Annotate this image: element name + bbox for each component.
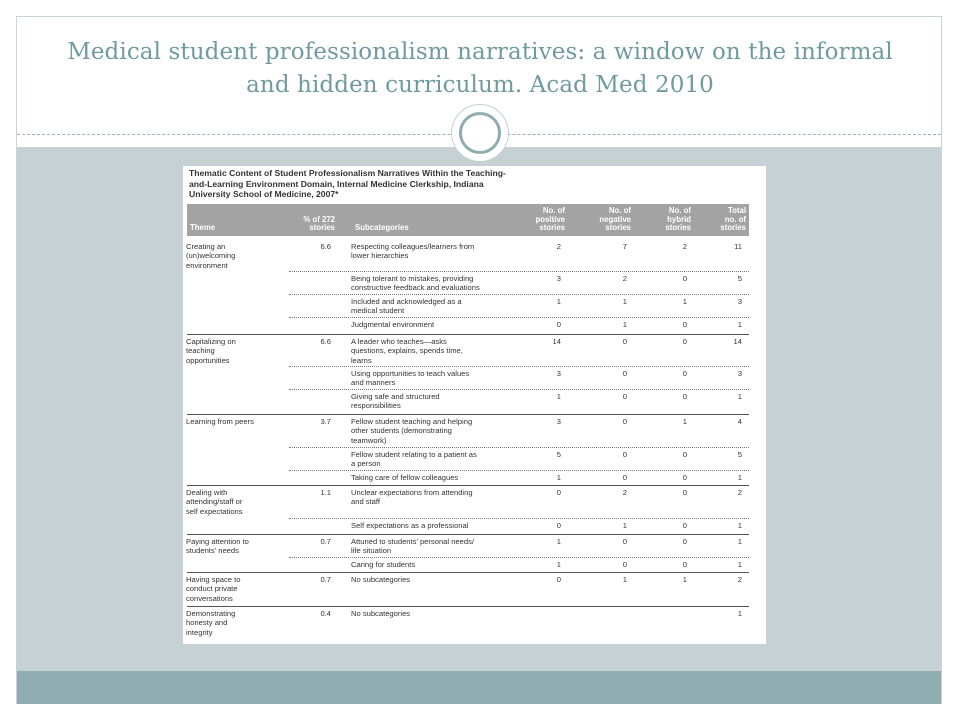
table-cell-sub: No subcategories — [351, 575, 411, 584]
table-cell-tot: 1 — [737, 560, 742, 569]
header-total: Total no. of stories — [720, 206, 746, 233]
table-cell-hyb: 0 — [682, 450, 687, 459]
table-cell-hyb: 1 — [682, 575, 687, 584]
table-cell-tot: 1 — [737, 537, 742, 546]
table-cell-pct: 6.6 — [320, 337, 331, 346]
table-cell-sub: Using opportunities to teach values and manners — [351, 369, 470, 388]
table-cell-neg: 0 — [622, 537, 627, 546]
table-cell-sub: Unclear expectations from attending and staff — [351, 488, 473, 507]
table-cell-neg: 0 — [622, 473, 627, 482]
table-cell-tot: 11 — [734, 242, 742, 251]
table-cell-pos: 1 — [556, 537, 561, 546]
table-cell-hyb: 0 — [682, 369, 687, 378]
table-cell-pos: 0 — [556, 320, 561, 329]
table-cell-neg: 1 — [622, 320, 627, 329]
table-cell-sub: Giving safe and structured responsibilities — [351, 392, 440, 411]
table-cell-hyb: 0 — [682, 560, 687, 569]
table-cell-neg: 1 — [622, 521, 627, 530]
table-cell-sub: Fellow student teaching and helping other students (demonstrating teamwork) — [351, 417, 473, 445]
table-cell-tot: 1 — [737, 521, 742, 530]
table-cell-theme: Dealing with attending/staff or self expectations — [186, 488, 243, 516]
table-cell-sub: Being tolerant to mistakes, providing constructive feedback and evaluations — [351, 274, 480, 293]
table-cell-sub: A leader who teaches—asks questions, explains, spends time, learns — [351, 337, 463, 365]
header-theme: Theme — [190, 223, 216, 233]
table-cell-pos: 5 — [556, 450, 561, 459]
row-divider — [289, 317, 749, 318]
table-cell-sub: Self expectations as a professional — [351, 521, 469, 530]
table-cell-tot: 1 — [737, 609, 742, 618]
table-cell-hyb: 1 — [682, 297, 687, 306]
table-cell-tot: 3 — [737, 369, 742, 378]
header-negative: No. of negative stories — [599, 206, 631, 233]
table-cell-theme: Paying attention to students’ needs — [186, 537, 249, 556]
table-cell-tot: 3 — [737, 297, 742, 306]
table-cell-hyb: 0 — [682, 392, 687, 401]
table-header — [187, 204, 749, 236]
table-cell-sub: Respecting colleagues/learners from lower hierarchies — [351, 242, 475, 261]
table-cell-sub: No subcategories — [351, 609, 411, 618]
table-cell-pct: 6.6 — [320, 242, 331, 251]
table-cell-pos: 0 — [556, 488, 561, 497]
table-cell-pos: 3 — [556, 369, 561, 378]
row-divider — [289, 447, 749, 448]
header-subcategories: Subcategories — [355, 223, 409, 233]
table-cell-neg: 0 — [622, 369, 627, 378]
table-cell-neg: 0 — [622, 450, 627, 459]
row-divider — [289, 557, 749, 558]
table-cell-theme: Creating an (un)welcoming environment — [186, 242, 236, 270]
table-cell-hyb: 0 — [682, 320, 687, 329]
table-cell-tot: 1 — [737, 473, 742, 482]
table-cell-theme: Having space to conduct private conversations — [186, 575, 241, 603]
table-cell-pos: 3 — [556, 417, 561, 426]
table-title-line: University School of Medicine, 2007* — [189, 189, 339, 199]
table-title-line: and-Learning Environment Domain, Internal Medicine Clerkship, Indiana — [189, 178, 484, 189]
table-cell-pos: 2 — [556, 242, 561, 251]
table-cell-theme: Demonstrating honesty and integrity — [186, 609, 236, 637]
table-cell-neg: 0 — [622, 417, 627, 426]
table-cell-pct: 3.7 — [320, 417, 331, 426]
table-cell-tot: 4 — [737, 417, 742, 426]
circle-ornament-icon — [451, 104, 509, 162]
header-positive: No. of positive stories — [535, 206, 565, 233]
row-divider — [289, 518, 749, 519]
table-cell-sub: Included and acknowledged as a medical student — [351, 297, 462, 316]
table-cell-tot: 1 — [737, 320, 742, 329]
table-cell-hyb: 1 — [682, 417, 687, 426]
table-cell-pct: 0.7 — [320, 537, 331, 546]
table-cell-sub: Judgmental environment — [351, 320, 435, 329]
table-cell-sub: Taking care of fellow colleagues — [351, 473, 459, 482]
row-divider — [187, 334, 749, 335]
row-divider — [187, 572, 749, 573]
header-hybrid: No. of hybrid stories — [665, 206, 691, 233]
table-cell-pct: 1.1 — [320, 488, 331, 497]
table-cell-pct: 0.4 — [320, 609, 331, 618]
row-divider — [289, 389, 749, 390]
table-cell-hyb: 0 — [682, 473, 687, 482]
table-cell-neg: 1 — [622, 575, 627, 584]
row-divider — [187, 534, 749, 535]
table-cell-neg: 7 — [622, 242, 627, 251]
table-cell-pos: 0 — [556, 575, 561, 584]
table-title-line: Thematic Content of Student Professionalism Narratives Within the Teaching- — [189, 168, 506, 178]
row-divider — [289, 294, 749, 295]
table-cell-theme: Learning from peers — [186, 417, 254, 426]
slide-title-line2: and hidden curriculum. Acad Med 2010 — [246, 72, 714, 98]
row-divider — [187, 606, 749, 607]
table-cell-neg: 0 — [622, 392, 627, 401]
table-cell-sub: Attuned to students’ personal needs/ life situation — [351, 537, 474, 556]
table-cell-pos: 0 — [556, 521, 561, 530]
table-cell-tot: 2 — [737, 575, 742, 584]
slide-title — [17, 36, 943, 102]
table-cell-pct: 0.7 — [320, 575, 331, 584]
table-cell-hyb: 0 — [682, 488, 687, 497]
row-divider — [289, 271, 749, 272]
table-image — [183, 166, 766, 644]
table-cell-neg: 2 — [622, 488, 627, 497]
table-title — [189, 168, 559, 200]
table-cell-hyb: 2 — [682, 242, 687, 251]
table-cell-neg: 2 — [622, 274, 627, 283]
table-cell-tot: 2 — [737, 488, 742, 497]
table-cell-neg: 1 — [622, 297, 627, 306]
row-divider — [289, 470, 749, 471]
table-cell-hyb: 0 — [682, 521, 687, 530]
table-cell-theme: Capitalizing on teaching opportunities — [186, 337, 236, 365]
table-cell-tot: 5 — [737, 274, 742, 283]
table-cell-sub: Caring for students — [351, 560, 416, 569]
table-cell-hyb: 0 — [682, 337, 687, 346]
slide-title-line1: Medical student professionalism narratives: a window on the informal — [67, 39, 893, 65]
table-cell-tot: 5 — [737, 450, 742, 459]
table-cell-tot: 1 — [737, 392, 742, 401]
table-cell-tot: 14 — [733, 337, 742, 346]
table-cell-hyb: 0 — [682, 537, 687, 546]
table-cell-sub: Fellow student relating to a patient as a person — [351, 450, 477, 469]
row-divider — [187, 485, 749, 486]
table-cell-pos: 1 — [556, 392, 561, 401]
row-divider — [289, 366, 749, 367]
table-cell-neg: 0 — [622, 560, 627, 569]
header-pct: % of 272 stories — [303, 214, 335, 233]
table-cell-hyb: 0 — [682, 274, 687, 283]
table-cell-pos: 3 — [556, 274, 561, 283]
footer-band — [17, 671, 941, 704]
table-cell-pos: 1 — [556, 473, 561, 482]
row-divider — [187, 414, 749, 415]
table-cell-pos: 1 — [556, 297, 561, 306]
table-cell-pos: 14 — [552, 337, 561, 346]
table-cell-neg: 0 — [622, 337, 627, 346]
table-cell-pos: 1 — [556, 560, 561, 569]
